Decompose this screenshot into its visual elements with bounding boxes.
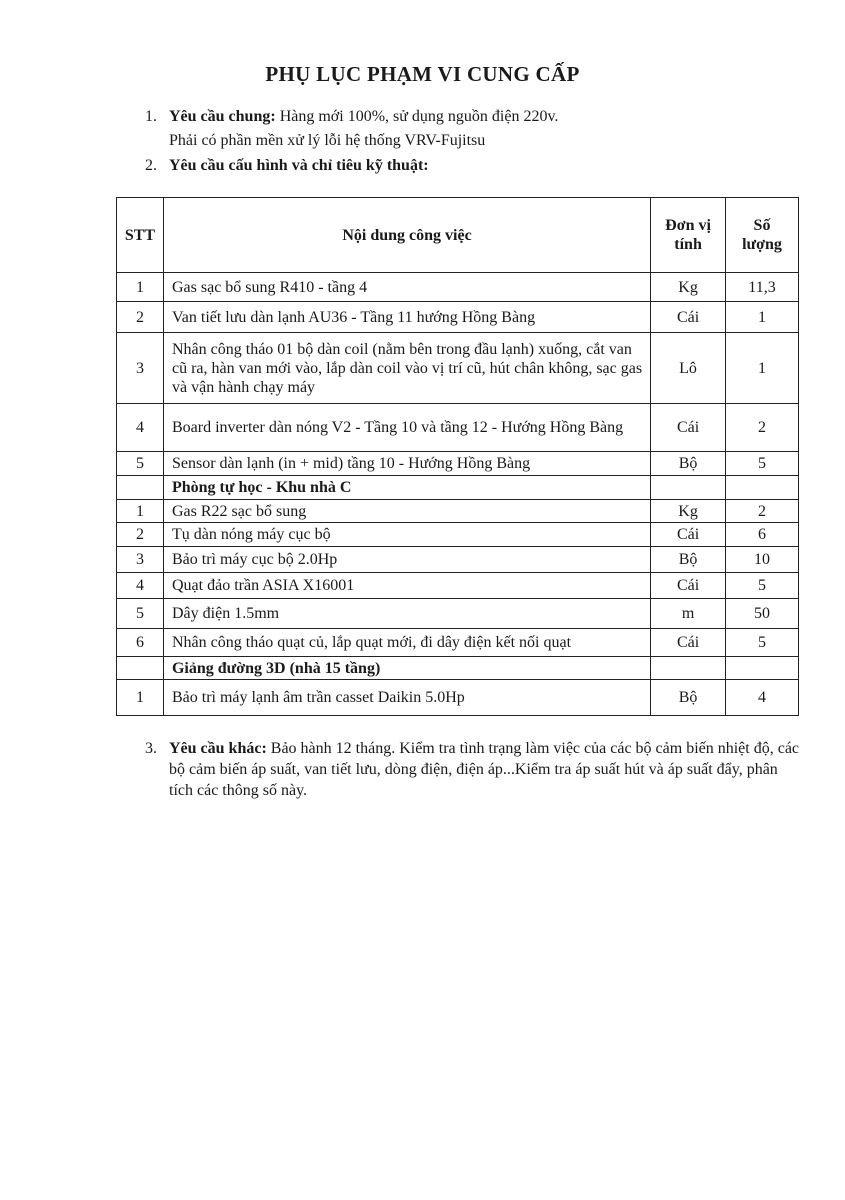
- table-section-row: [117, 657, 799, 680]
- table-header-row: [117, 198, 799, 273]
- table-row: [117, 599, 799, 629]
- cell-empty: [651, 657, 726, 680]
- table-section-row: [117, 476, 799, 500]
- cell-qty: 5: [726, 629, 799, 657]
- requirement-other: [145, 738, 805, 801]
- table-row: [117, 452, 799, 476]
- cell-unit: Bộ: [651, 680, 726, 716]
- cell-qty: 50: [726, 599, 799, 629]
- cell-stt: 1: [117, 680, 164, 716]
- requirement-other-text: [169, 738, 805, 801]
- cell-unit: Cái: [651, 573, 726, 599]
- requirement-label: Yêu cầu chung:: [169, 108, 276, 125]
- section-heading: Phòng tự học - Khu nhà C: [163, 476, 650, 500]
- cell-qty: 2: [726, 500, 799, 523]
- cell-stt: 5: [117, 452, 164, 476]
- cell-empty: [117, 476, 164, 500]
- table-row: [117, 302, 799, 333]
- cell-empty: [117, 657, 164, 680]
- cell-empty: [726, 657, 799, 680]
- cell-stt: 1: [117, 500, 164, 523]
- cell-content: Van tiết lưu dàn lạnh AU36 - Tầng 11 hướng Hồng Bàng: [163, 302, 650, 333]
- cell-unit: m: [651, 599, 726, 629]
- cell-content: Sensor dàn lạnh (in + mid) tầng 10 - Hướng Hồng Bàng: [163, 452, 650, 476]
- cell-content: Gas sạc bổ sung R410 - tầng 4: [163, 273, 650, 302]
- cell-unit: Cái: [651, 404, 726, 452]
- cell-unit: Lô: [651, 333, 726, 404]
- cell-content: Bảo trì máy lạnh âm trần casset Daikin 5.0Hp: [163, 680, 650, 716]
- cell-qty: 2: [726, 404, 799, 452]
- cell-qty: 6: [726, 523, 799, 547]
- cell-unit: Bộ: [651, 452, 726, 476]
- requirement-label: Yêu cầu cấu hình và chỉ tiêu kỹ thuật:: [169, 157, 429, 174]
- cell-qty: 5: [726, 452, 799, 476]
- requirement-text: Bảo hành 12 tháng. Kiểm tra tình trạng làm việc của các bộ cảm biến nhiệt độ, các bộ cảm biến áp suất, van tiết lưu, dòng điện, điện áp...Kiểm tra áp suất hút và áp suất đẩy, phân tích các thông số này.: [169, 740, 800, 799]
- cell-stt: 2: [117, 302, 164, 333]
- table-row: [117, 629, 799, 657]
- cell-content: Gas R22 sạc bổ sung: [163, 500, 650, 523]
- requirement-general: [145, 106, 558, 127]
- cell-qty: 5: [726, 573, 799, 599]
- cell-content: Bảo trì máy cục bộ 2.0Hp: [163, 547, 650, 573]
- table-row: [117, 500, 799, 523]
- header-qty-line2: lượng: [742, 236, 782, 253]
- requirement-label: Yêu cầu khác:: [169, 740, 267, 757]
- requirement-config: [145, 155, 429, 176]
- requirement-general-line2: Phải có phần mền xử lý lỗi hệ thống VRV-Fujitsu: [169, 132, 486, 149]
- cell-content: Dây điện 1.5mm: [163, 599, 650, 629]
- requirement-number: 2.: [145, 157, 157, 174]
- cell-unit: Cái: [651, 629, 726, 657]
- header-unit: [651, 198, 726, 273]
- cell-qty: 1: [726, 333, 799, 404]
- cell-stt: 2: [117, 523, 164, 547]
- cell-qty: 1: [726, 302, 799, 333]
- cell-qty: 11,3: [726, 273, 799, 302]
- requirement-text: Hàng mới 100%, sử dụng nguồn điện 220v.: [275, 108, 559, 125]
- requirement-number: 1.: [145, 108, 157, 125]
- header-qty: [726, 198, 799, 273]
- cell-empty: [726, 476, 799, 500]
- cell-stt: 5: [117, 599, 164, 629]
- cell-content: Tụ dàn nóng máy cục bộ: [163, 523, 650, 547]
- header-stt: STT: [117, 198, 164, 273]
- cell-qty: 10: [726, 547, 799, 573]
- scope-table: [116, 197, 799, 716]
- table-row: [117, 547, 799, 573]
- header-qty-line1: Số: [753, 217, 771, 234]
- table-row: [117, 273, 799, 302]
- header-unit-line1: Đơn vị: [665, 217, 711, 234]
- requirement-number: 3.: [145, 740, 157, 757]
- page-title: PHỤ LỤC PHẠM VI CUNG CẤP: [265, 62, 580, 86]
- cell-stt: 6: [117, 629, 164, 657]
- cell-unit: Cái: [651, 523, 726, 547]
- cell-unit: Cái: [651, 302, 726, 333]
- table-row: [117, 573, 799, 599]
- cell-qty: 4: [726, 680, 799, 716]
- cell-unit: Bộ: [651, 547, 726, 573]
- cell-stt: 1: [117, 273, 164, 302]
- cell-content: Nhân công tháo 01 bộ dàn coil (nằm bên trong đầu lạnh) xuống, cắt van cũ ra, hàn van mới vào, lắp dàn coil vào vị trí cũ, hút chân không, sạc gas và vận hành chạy máy: [163, 333, 650, 404]
- cell-stt: 4: [117, 404, 164, 452]
- cell-content: Board inverter dàn nóng V2 - Tầng 10 và tầng 12 - Hướng Hồng Bàng: [163, 404, 650, 452]
- cell-content: Quạt đảo trần ASIA X16001: [163, 573, 650, 599]
- cell-unit: Kg: [651, 500, 726, 523]
- table-row: [117, 680, 799, 716]
- cell-stt: 3: [117, 333, 164, 404]
- section-heading: Giảng đường 3D (nhà 15 tầng): [163, 657, 650, 680]
- cell-empty: [651, 476, 726, 500]
- header-unit-line2: tính: [674, 236, 702, 253]
- cell-content: Nhân công tháo quạt củ, lắp quạt mới, đi dây điện kết nối quạt: [163, 629, 650, 657]
- cell-stt: 3: [117, 547, 164, 573]
- header-content: Nội dung công việc: [163, 198, 650, 273]
- table-row: [117, 404, 799, 452]
- cell-stt: 4: [117, 573, 164, 599]
- table-row: [117, 333, 799, 404]
- table-row: [117, 523, 799, 547]
- cell-unit: Kg: [651, 273, 726, 302]
